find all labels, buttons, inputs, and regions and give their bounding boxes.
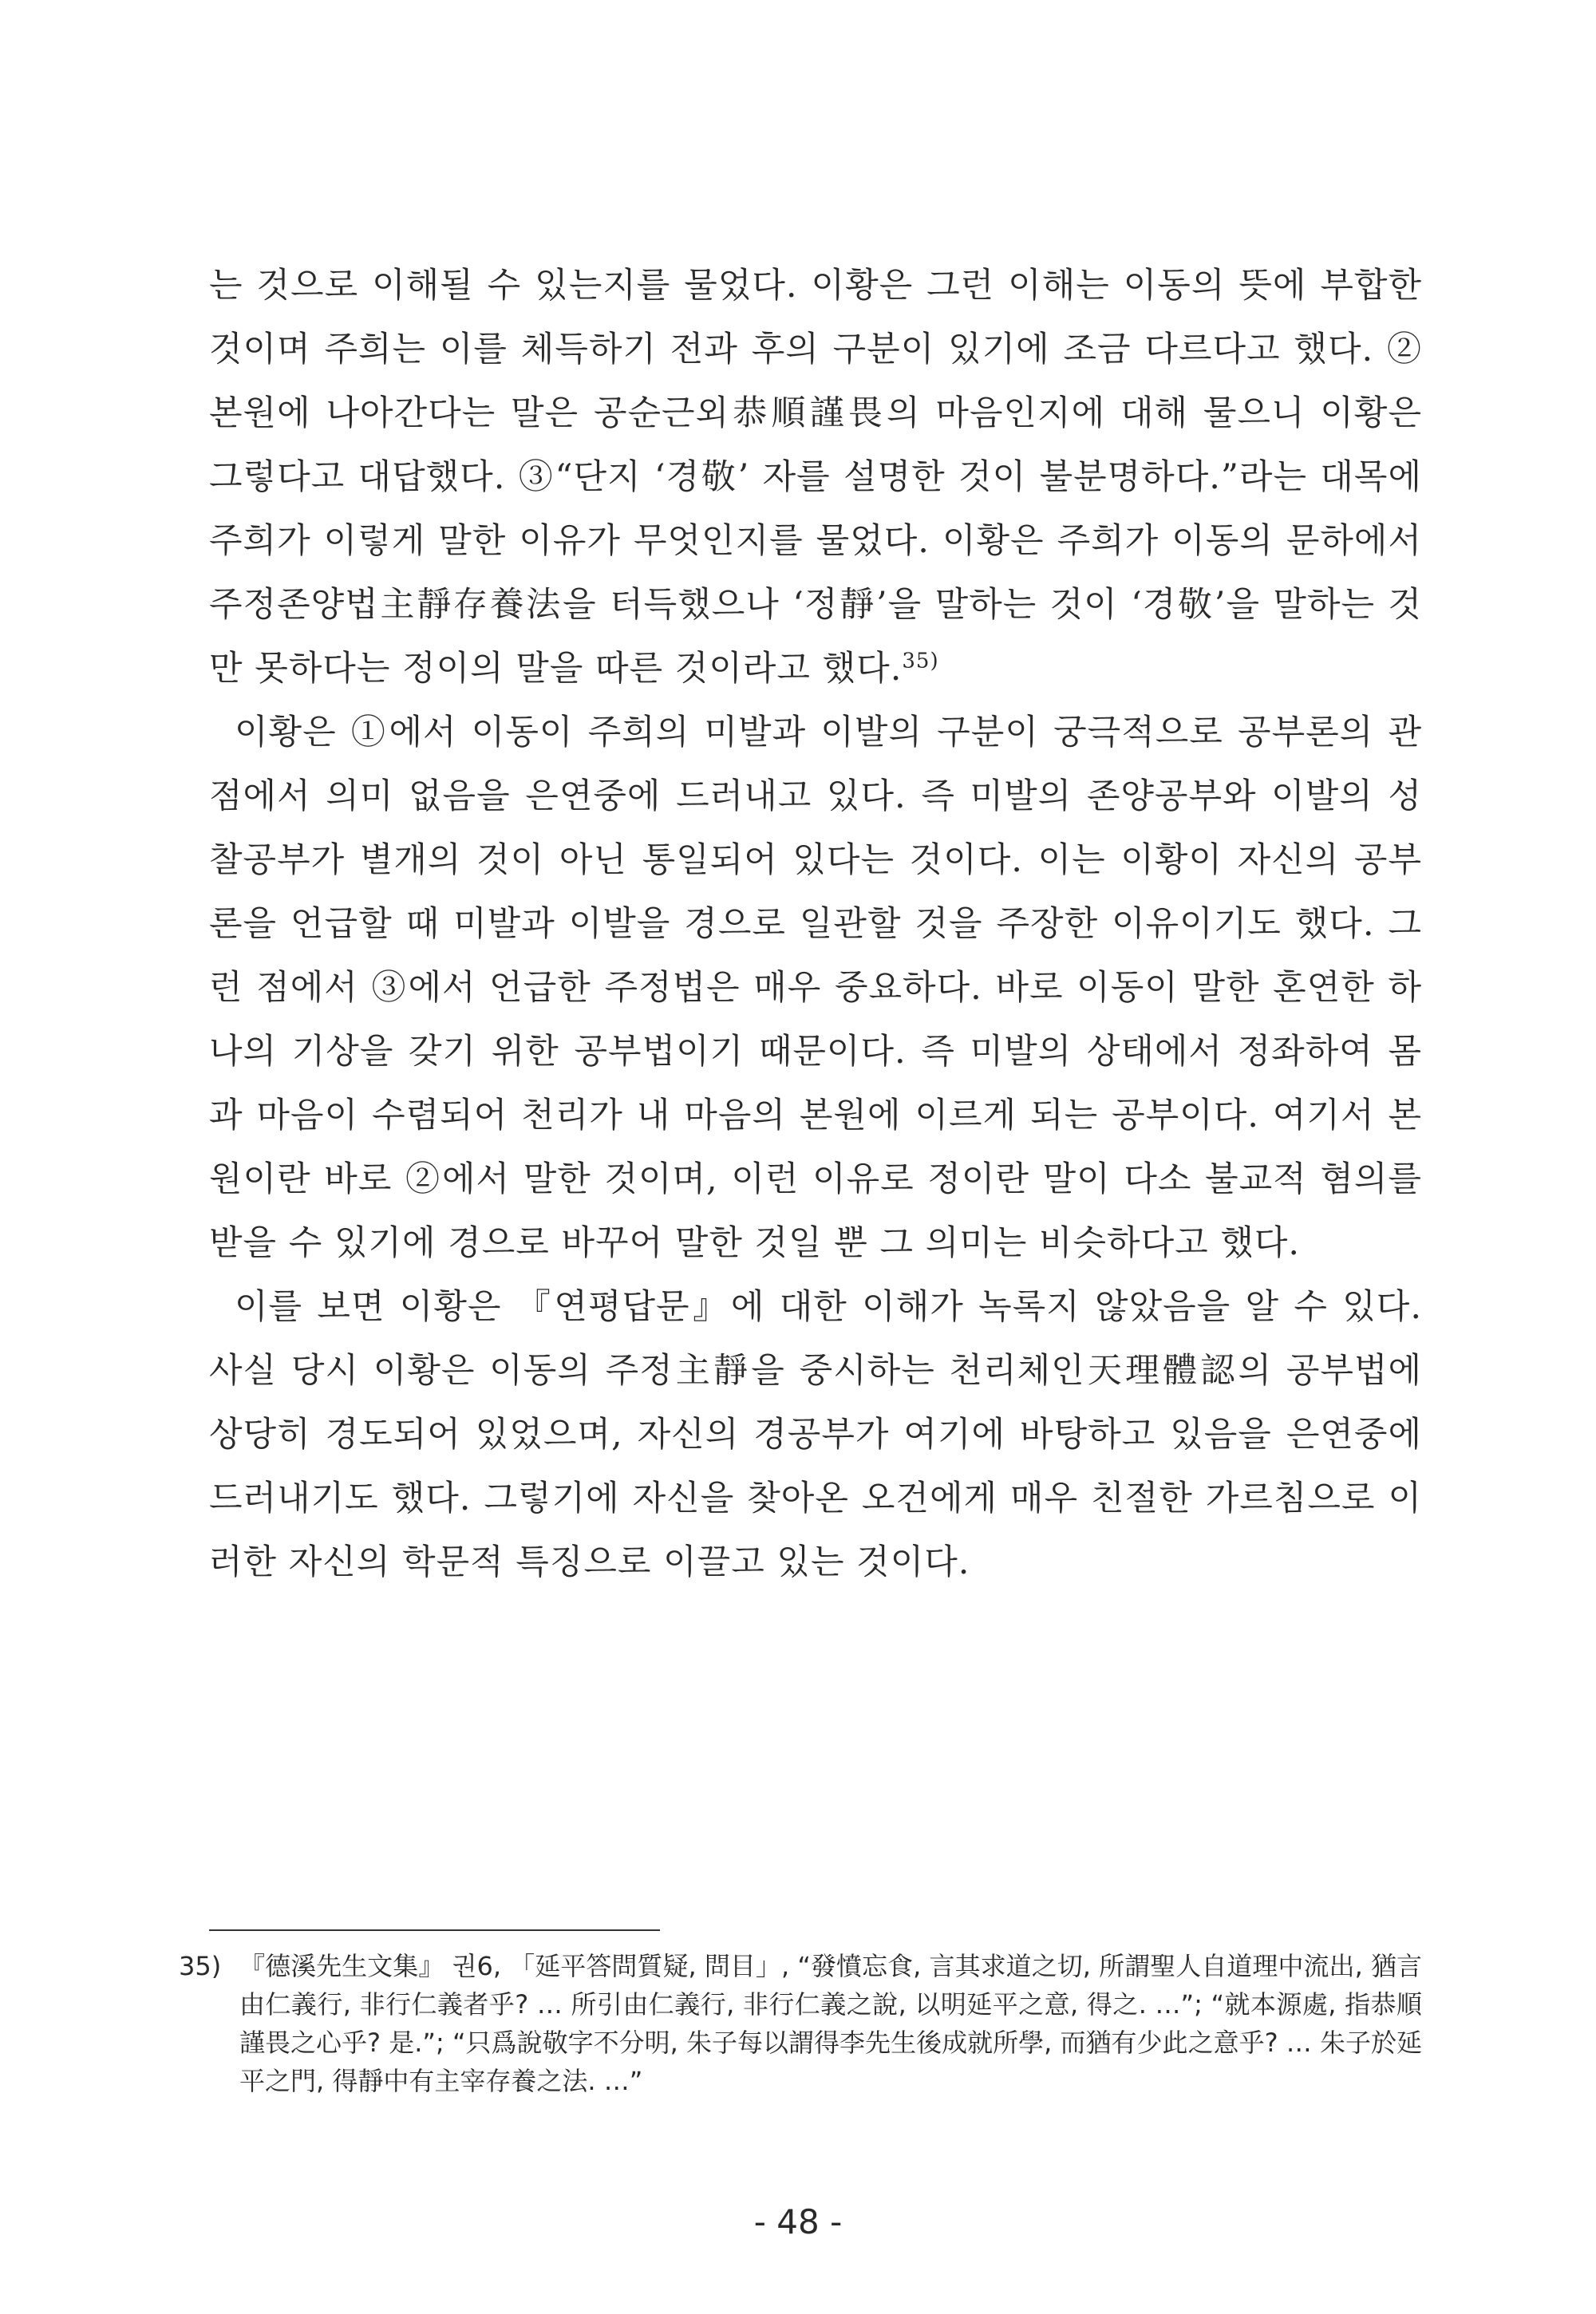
paragraph-1-text: 는 것으로 이해될 수 있는지를 물었다. 이황은 그런 이해는 이동의 뜻에 부합한 것이며 주희는 이를 체득하기 전과 후의 구분이 있기에 조금 다르다고 했다. ②본원에 나아간다는 말은 공순근외恭順謹畏의 마음인지에 대해 물으니 이황은 그렇다고 대답했다. ③“단지 ‘경敬’ 자를 설명한 것이 불분명하다.”라는 대목에 주희가 이렇게 말한 이유가 무엇인지를 물었다. 이황은 주희가 이동의 문하에서 주정존양법主靜存養法을 터득했으나 ‘정靜’을 말하는 것이 ‘경敬’을 말하는 것만 못하다는 정이의 말을 따른 것이라고 했다.: [209, 266, 1422, 689]
paragraph-3: 이를 보면 이황은 『연평답문』에 대한 이해가 녹록지 않았음을 알 수 있다. 사실 당시 이황은 이동의 주정主靜을 중시하는 천리체인天理體認의 공부법에 상당히 경도되어 있었으며, 자신의 경공부가 여기에 바탕하고 있음을 은연중에 드러내기도 했다. 그렇기에 자신을 찾아온 오건에게 매우 친절한 가르침으로 이러한 자신의 학문적 특징으로 이끌고 있는 것이다.: [209, 1287, 1422, 1582]
page-number: - 48 -: [753, 2202, 843, 2241]
footnote-text: 『德溪先生文集』 권6, 「延平答問質疑, 問目」, “發憤忘食, 言其求道之切, 所謂聖人自道理中流出, 猶言由仁義行, 非行仁義者乎? … 所引由仁義行, 非行仁義之說, 以明延平之意, 得之. …”; “就本源處, 指恭順謹畏之心乎? 是.”; “只爲說敬字不分明, 朱子每以謂得李先生後成就所學, 而猶有少此之意乎? … 朱子於延平之門, 得靜中有主宰存養之法. …”: [239, 1951, 1422, 2096]
footnote-number: 35): [179, 1951, 222, 1981]
footnote-reference[interactable]: 35): [902, 649, 939, 673]
footnote-divider: [209, 1929, 660, 1931]
footnote-body: [179, 1947, 1422, 2100]
footnote: [179, 1947, 1422, 2100]
paragraph-1: [209, 254, 1422, 701]
body-text: [209, 254, 1422, 1594]
paragraph-2: 이황은 ①에서 이동이 주희의 미발과 이발의 구분이 궁극적으로 공부론의 관점에서 의미 없음을 은연중에 드러내고 있다. 즉 미발의 존양공부와 이발의 성찰공부가 별개의 것이 아닌 통일되어 있다는 것이다. 이는 이황이 자신의 공부론을 언급할 때 미발과 이발을 경으로 일관할 것을 주장한 이유이기도 했다. 그런 점에서 ③에서 언급한 주정법은 매우 중요하다. 바로 이동이 말한 혼연한 하나의 기상을 갖기 위한 공부법이기 때문이다. 즉 미발의 상태에서 정좌하여 몸과 마음이 수렴되어 천리가 내 마음의 본원에 이르게 되는 공부이다. 여기서 본원이란 바로 ②에서 말한 것이며, 이런 이유로 정이란 말이 다소 불교적 혐의를 받을 수 있기에 경으로 바꾸어 말한 것일 뿐 그 의미는 비슷하다고 했다.: [209, 713, 1422, 1263]
